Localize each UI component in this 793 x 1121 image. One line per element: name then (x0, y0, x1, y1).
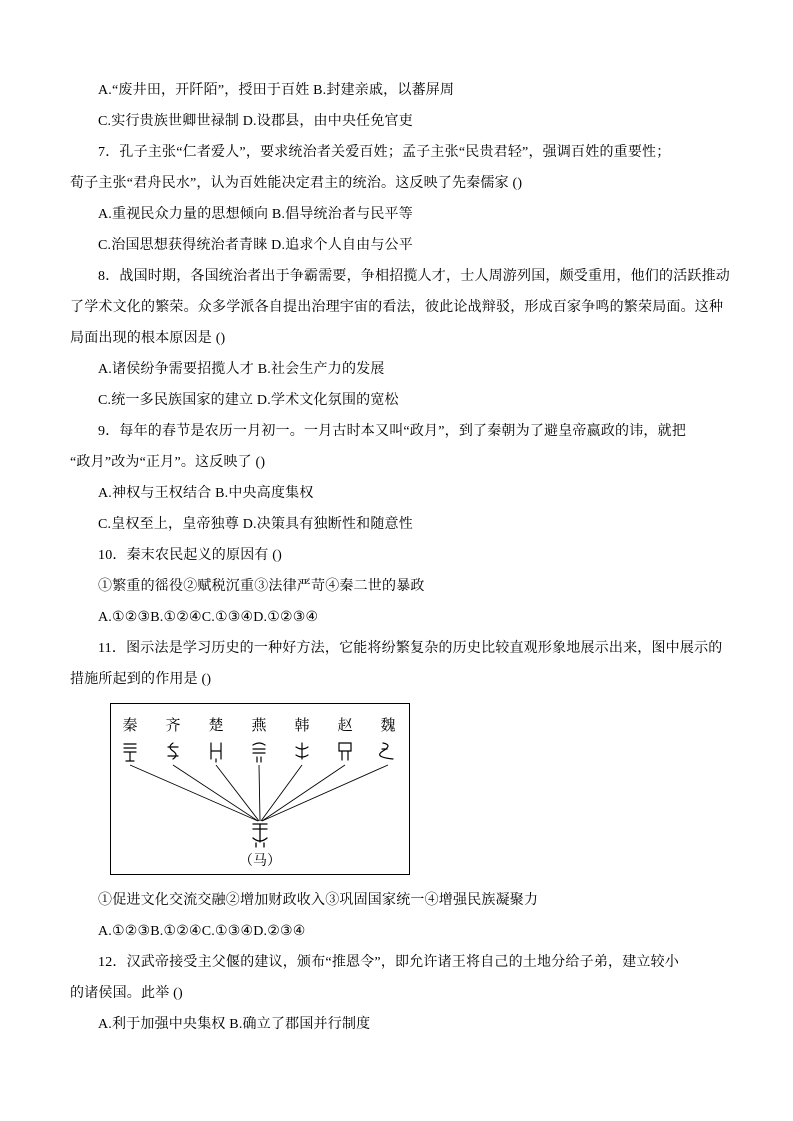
q10-items: ①繁重的徭役②赋税沉重③法律严苛④秦二世的暴政 (98, 579, 425, 594)
q12-stem-line-2: 的诸侯国。此举 () (70, 986, 183, 1001)
convergence-line (216, 765, 259, 821)
q11-stem-line-1: 11．图示法是学习历史的一种好方法，它能将纷繁复杂的历史比较直观形象地展示出来，图中展示的 (98, 641, 723, 656)
seal-script-glyph (124, 744, 136, 761)
q6-option-line-ab: A.“废井田，开阡陌”，授田于百姓 B.封建亲戚，以蕃屏周 (98, 83, 455, 98)
seal-script-glyph (380, 743, 393, 759)
state-label: 韩 (294, 718, 310, 734)
convergence-line (173, 765, 258, 821)
q12-stem-line-1: 12．汉武帝接受主父偃的建议，颁布“推恩令”，即允许诸王将自己的土地分给子弟，建立较小 (98, 955, 680, 970)
q7-stem-line-1: 7．孔子主张“仁者爱人”，要求统治者关爱百姓；孟子主张“民贵君轻”，强调百姓的重要性； (98, 145, 671, 160)
q9-options-ab: A.神权与王权结合 B.中央高度集权 (98, 486, 314, 501)
state-label: 秦 (122, 718, 138, 734)
q7-stem-line-2: 荀子主张“君舟民水”，认为百姓能决定君主的统治。这反映了先秦儒家 () (70, 176, 523, 191)
state-label: 燕 (251, 718, 267, 734)
state-label: 魏 (380, 718, 396, 734)
q11-stem-line-2: 措施所起到的作用是 () (70, 672, 212, 687)
convergence-line (259, 765, 260, 821)
q10-stem: 10．秦末农民起义的原因有 () (98, 548, 283, 563)
seal-script-glyph (211, 743, 221, 762)
convergence-line (262, 765, 388, 821)
seal-script-glyph (296, 743, 308, 759)
unified-seal-glyph (253, 824, 267, 847)
diagram-caption: （马） (239, 854, 281, 869)
q9-stem-line-2: “政月”改为“正月”。这反映了 () (70, 455, 266, 470)
q8-stem-line-2: 了学术文化的繁荣。众多学派各自提出治理宇宙的看法，彼此论战辩驳，形成百家争鸣的繁荣局面。这种 (70, 300, 724, 315)
q12-options-ab: A.利于加强中央集权 B.确立了郡国并行制度 (98, 1017, 371, 1032)
q11-options: A.①②③B.①②④C.①③④D.②③④ (98, 924, 306, 939)
q11-items: ①促进文化交流交融②增加财政收入③巩固国家统一④增强民族凝聚力 (98, 893, 539, 908)
convergence-line (262, 765, 345, 821)
q8-options-cd: C.统一多民族国家的建立 D.学术文化氛围的宽松 (98, 393, 399, 408)
q10-options: A.①②③B.①②④C.①③④D.①②③④ (98, 610, 319, 625)
q9-stem-line-1: 9．每年的春节是农历一月初一。一月古时本又叫“政月”，到了秦朝为了避皇帝嬴政的讳，就把 (98, 424, 687, 439)
q8-stem-line-1: 8．战国时期，各国统治者出于争霸需要，争相招揽人才，士人周游列国，颇受重用，他们的活跃推动 (98, 269, 730, 284)
q9-options-cd: C.皇权至上，皇帝独尊 D.决策具有独断性和随意性 (98, 517, 413, 532)
convergence-line (130, 765, 258, 821)
q8-options-ab: A.诸侯纷争需要招揽人才 B.社会生产力的发展 (98, 362, 385, 377)
q7-options-ab: A.重视民众力量的思想倾向 B.倡导统治者与民平等 (98, 207, 413, 222)
state-label: 赵 (337, 718, 353, 734)
q7-options-cd: C.治国思想获得统治者青睐 D.追求个人自由与公平 (98, 238, 413, 253)
seal-script-glyph (339, 743, 351, 760)
q8-stem-line-3: 局面出现的根本原因是 () (70, 331, 226, 346)
script-unification-diagram (110, 703, 410, 875)
state-label: 齐 (165, 718, 181, 734)
seal-script-glyph (168, 743, 178, 759)
seal-script-glyph (253, 743, 265, 762)
script-unification-figure (110, 703, 410, 875)
state-label: 楚 (208, 718, 224, 734)
q6-option-line-cd: C.实行贵族世卿世禄制 D.设郡县，由中央任免官吏 (98, 114, 413, 129)
